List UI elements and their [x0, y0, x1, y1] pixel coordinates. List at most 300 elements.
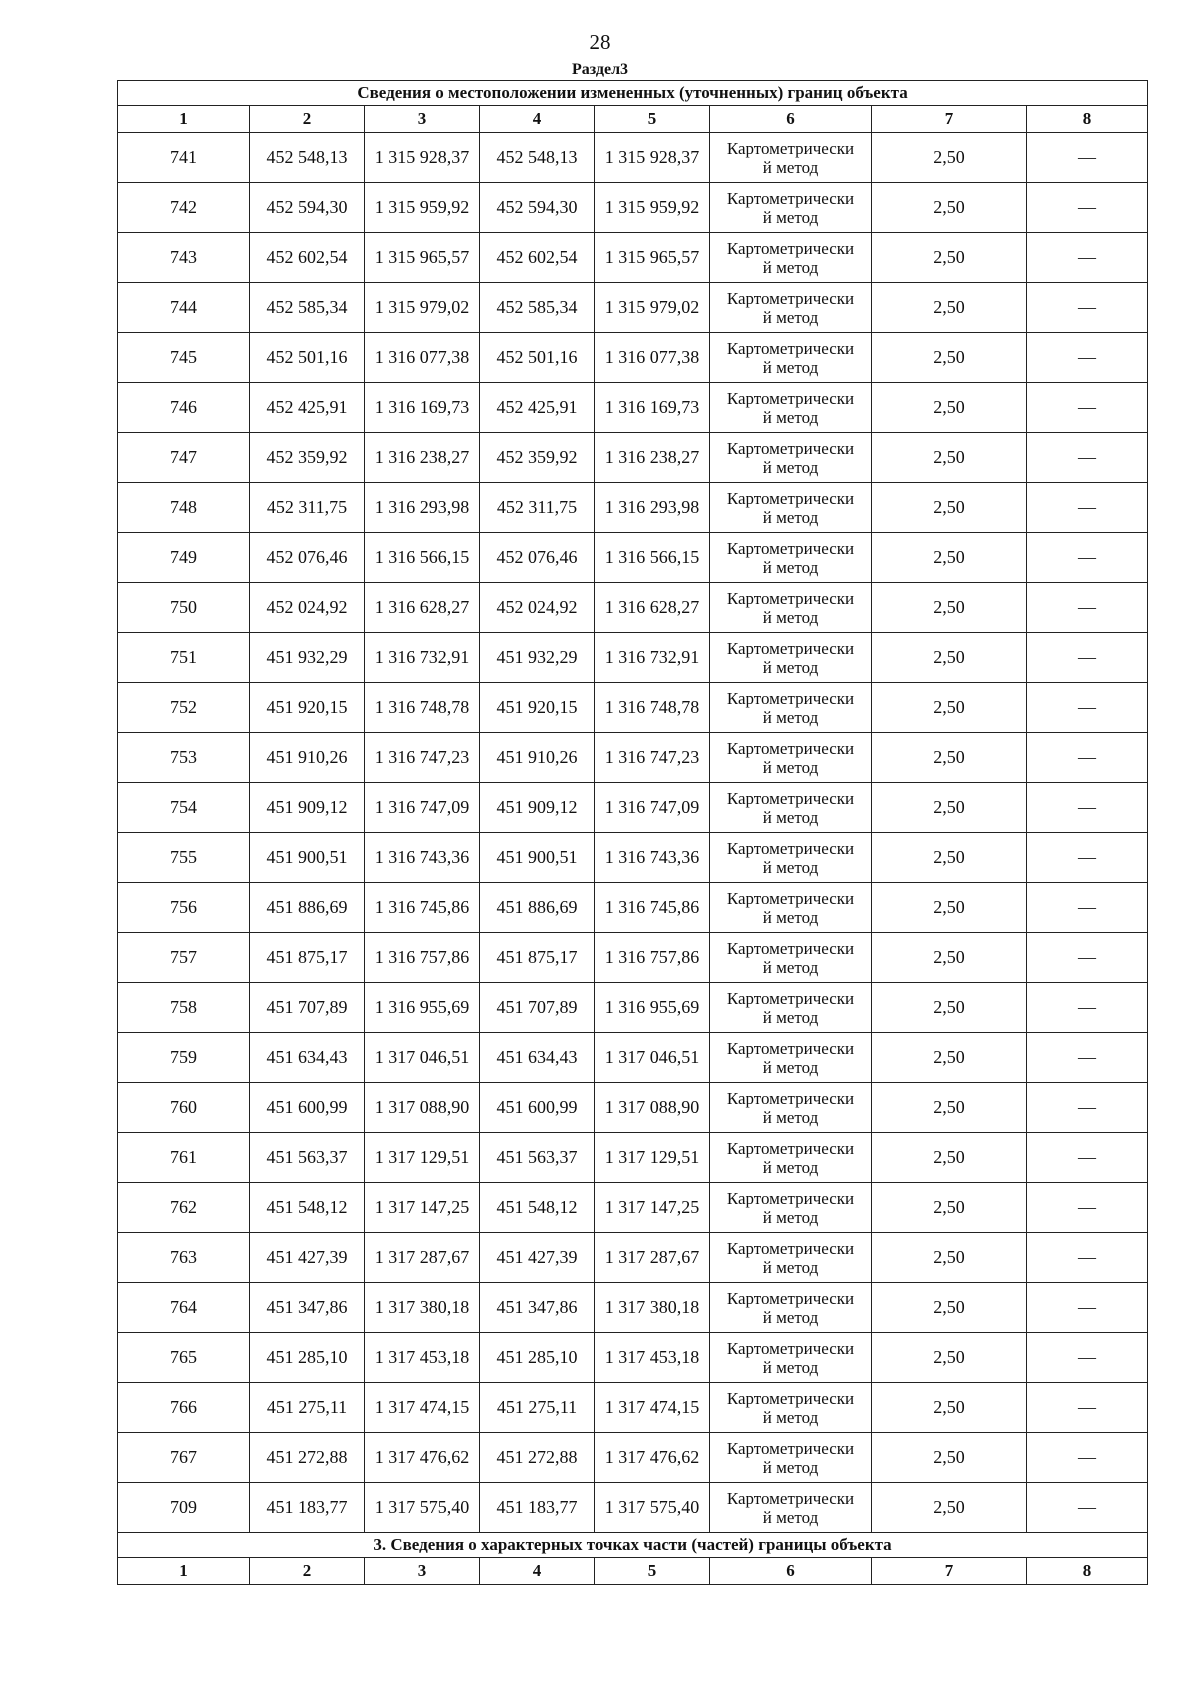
subsection-column-number-row: [118, 1558, 1148, 1585]
column-number: 1: [118, 106, 250, 133]
method: [710, 333, 872, 383]
method-line-1: Картометрически: [726, 588, 855, 608]
method-line-1: Картометрически: [726, 738, 855, 758]
x-coordinate-new: 452 076,46: [480, 533, 595, 583]
method-line-2: й метод: [762, 707, 819, 727]
y-coordinate: 1 316 747,23: [365, 733, 480, 783]
method-line-2: й метод: [762, 1157, 819, 1177]
y-coordinate-new: 1 315 979,02: [595, 283, 710, 333]
method: [710, 783, 872, 833]
x-coordinate: 451 548,12: [250, 1183, 365, 1233]
method: [710, 1483, 872, 1533]
accuracy: 2,50: [872, 1183, 1027, 1233]
x-coordinate: 451 563,37: [250, 1133, 365, 1183]
method: [710, 583, 872, 633]
table-row: [118, 433, 1148, 483]
point-number: 765: [118, 1333, 250, 1383]
y-coordinate: 1 316 747,09: [365, 783, 480, 833]
method: [710, 983, 872, 1033]
method-line-2: й метод: [762, 257, 819, 277]
table-row: [118, 633, 1148, 683]
point-number: 743: [118, 233, 250, 283]
x-coordinate-new: 452 594,30: [480, 183, 595, 233]
note: —: [1027, 483, 1148, 533]
column-number: 3: [365, 1558, 480, 1585]
method-line-2: й метод: [762, 1307, 819, 1327]
table-row: [118, 933, 1148, 983]
x-coordinate: 452 594,30: [250, 183, 365, 233]
x-coordinate-new: 452 425,91: [480, 383, 595, 433]
method-line-1: Картометрически: [726, 1338, 855, 1358]
y-coordinate: 1 317 575,40: [365, 1483, 480, 1533]
x-coordinate-new: 452 311,75: [480, 483, 595, 533]
method-line-2: й метод: [762, 1457, 819, 1477]
method-line-2: й метод: [762, 1207, 819, 1227]
x-coordinate: 451 909,12: [250, 783, 365, 833]
method: [710, 283, 872, 333]
y-coordinate-new: 1 315 928,37: [595, 133, 710, 183]
method-line-1: Картометрически: [726, 1438, 855, 1458]
method: [710, 1133, 872, 1183]
note: —: [1027, 633, 1148, 683]
accuracy: 2,50: [872, 583, 1027, 633]
method: [710, 233, 872, 283]
table-row: [118, 1383, 1148, 1433]
x-coordinate: 452 076,46: [250, 533, 365, 583]
y-coordinate-new: 1 316 077,38: [595, 333, 710, 383]
method-line-1: Картометрически: [726, 988, 855, 1008]
accuracy: 2,50: [872, 1333, 1027, 1383]
column-number: 6: [710, 106, 872, 133]
point-number: 709: [118, 1483, 250, 1533]
note: —: [1027, 783, 1148, 833]
column-number: 1: [118, 1558, 250, 1585]
method: [710, 1333, 872, 1383]
method: [710, 1233, 872, 1283]
x-coordinate-new: 451 875,17: [480, 933, 595, 983]
method: [710, 483, 872, 533]
method-line-2: й метод: [762, 757, 819, 777]
y-coordinate-new: 1 316 747,23: [595, 733, 710, 783]
method: [710, 383, 872, 433]
method-line-1: Картометрически: [726, 488, 855, 508]
x-coordinate-new: 452 501,16: [480, 333, 595, 383]
y-coordinate-new: 1 316 293,98: [595, 483, 710, 533]
y-coordinate-new: 1 317 453,18: [595, 1333, 710, 1383]
y-coordinate: 1 315 928,37: [365, 133, 480, 183]
note: —: [1027, 183, 1148, 233]
method: [710, 133, 872, 183]
point-number: 767: [118, 1433, 250, 1483]
method-line-1: Картометрически: [726, 1138, 855, 1158]
method: [710, 683, 872, 733]
subsection-caption: 3. Сведения о характерных точках части (частей) границы объекта: [118, 1533, 1148, 1558]
column-number: 8: [1027, 106, 1148, 133]
method-line-1: Картометрически: [726, 1288, 855, 1308]
y-coordinate: 1 316 748,78: [365, 683, 480, 733]
point-number: 742: [118, 183, 250, 233]
x-coordinate: 451 920,15: [250, 683, 365, 733]
table-row: [118, 783, 1148, 833]
accuracy: 2,50: [872, 1283, 1027, 1333]
method-line-2: й метод: [762, 507, 819, 527]
table-row: [118, 983, 1148, 1033]
accuracy: 2,50: [872, 633, 1027, 683]
accuracy: 2,50: [872, 283, 1027, 333]
x-coordinate: 452 602,54: [250, 233, 365, 283]
x-coordinate: 451 600,99: [250, 1083, 365, 1133]
table-row: [118, 1183, 1148, 1233]
point-number: 751: [118, 633, 250, 683]
accuracy: 2,50: [872, 483, 1027, 533]
y-coordinate: 1 317 147,25: [365, 1183, 480, 1233]
column-number: 6: [710, 1558, 872, 1585]
note: —: [1027, 1483, 1148, 1533]
column-number: 4: [480, 1558, 595, 1585]
x-coordinate: 451 900,51: [250, 833, 365, 883]
table-caption-row: [118, 81, 1148, 106]
x-coordinate: 451 886,69: [250, 883, 365, 933]
method-line-2: й метод: [762, 207, 819, 227]
table-row: [118, 283, 1148, 333]
method: [710, 883, 872, 933]
accuracy: 2,50: [872, 1033, 1027, 1083]
note: —: [1027, 983, 1148, 1033]
point-number: 744: [118, 283, 250, 333]
accuracy: 2,50: [872, 1233, 1027, 1283]
point-number: 753: [118, 733, 250, 783]
y-coordinate-new: 1 316 732,91: [595, 633, 710, 683]
method: [710, 1433, 872, 1483]
note: —: [1027, 833, 1148, 883]
x-coordinate: 452 585,34: [250, 283, 365, 333]
column-number: 2: [250, 1558, 365, 1585]
y-coordinate-new: 1 317 287,67: [595, 1233, 710, 1283]
method: [710, 1033, 872, 1083]
x-coordinate-new: 452 548,13: [480, 133, 595, 183]
y-coordinate: 1 316 732,91: [365, 633, 480, 683]
method: [710, 933, 872, 983]
x-coordinate: 451 285,10: [250, 1333, 365, 1383]
note: —: [1027, 333, 1148, 383]
method: [710, 833, 872, 883]
y-coordinate-new: 1 316 955,69: [595, 983, 710, 1033]
x-coordinate-new: 451 285,10: [480, 1333, 595, 1383]
method-line-2: й метод: [762, 957, 819, 977]
method: [710, 1283, 872, 1333]
accuracy: 2,50: [872, 1433, 1027, 1483]
column-number: 5: [595, 1558, 710, 1585]
method-line-1: Картометрически: [726, 688, 855, 708]
table-caption: Сведения о местоположении измененных (уточненных) границ объекта: [118, 81, 1148, 106]
method-line-1: Картометрически: [726, 1238, 855, 1258]
note: —: [1027, 1233, 1148, 1283]
table-row: [118, 1433, 1148, 1483]
y-coordinate-new: 1 316 748,78: [595, 683, 710, 733]
point-number: 758: [118, 983, 250, 1033]
note: —: [1027, 133, 1148, 183]
y-coordinate: 1 317 129,51: [365, 1133, 480, 1183]
method-line-2: й метод: [762, 1507, 819, 1527]
note: —: [1027, 733, 1148, 783]
method-line-2: й метод: [762, 457, 819, 477]
y-coordinate-new: 1 316 743,36: [595, 833, 710, 883]
y-coordinate-new: 1 317 129,51: [595, 1133, 710, 1183]
x-coordinate-new: 451 707,89: [480, 983, 595, 1033]
method: [710, 1083, 872, 1133]
x-coordinate: 451 275,11: [250, 1383, 365, 1433]
table-row: [118, 333, 1148, 383]
y-coordinate-new: 1 317 476,62: [595, 1433, 710, 1483]
note: —: [1027, 883, 1148, 933]
point-number: 756: [118, 883, 250, 933]
table-row: [118, 133, 1148, 183]
method-line-1: Картометрически: [726, 888, 855, 908]
y-coordinate-new: 1 317 474,15: [595, 1383, 710, 1433]
table-row: [118, 1283, 1148, 1333]
y-coordinate-new: 1 315 965,57: [595, 233, 710, 283]
x-coordinate-new: 451 910,26: [480, 733, 595, 783]
x-coordinate: 451 932,29: [250, 633, 365, 683]
column-number: 5: [595, 106, 710, 133]
accuracy: 2,50: [872, 1083, 1027, 1133]
accuracy: 2,50: [872, 783, 1027, 833]
y-coordinate: 1 317 476,62: [365, 1433, 480, 1483]
x-coordinate: 451 427,39: [250, 1233, 365, 1283]
accuracy: 2,50: [872, 133, 1027, 183]
point-number: 746: [118, 383, 250, 433]
point-number: 766: [118, 1383, 250, 1433]
y-coordinate: 1 317 474,15: [365, 1383, 480, 1433]
x-coordinate: 451 875,17: [250, 933, 365, 983]
method-line-1: Картометрически: [726, 138, 855, 158]
point-number: 741: [118, 133, 250, 183]
method-line-1: Картометрически: [726, 938, 855, 958]
y-coordinate: 1 316 293,98: [365, 483, 480, 533]
method: [710, 633, 872, 683]
x-coordinate: 451 183,77: [250, 1483, 365, 1533]
y-coordinate: 1 315 965,57: [365, 233, 480, 283]
x-coordinate: 452 311,75: [250, 483, 365, 533]
table-row: [118, 883, 1148, 933]
accuracy: 2,50: [872, 533, 1027, 583]
method-line-1: Картометрически: [726, 1488, 855, 1508]
note: —: [1027, 1033, 1148, 1083]
method-line-1: Картометрически: [726, 1088, 855, 1108]
subsection-caption-row: [118, 1533, 1148, 1558]
y-coordinate: 1 317 453,18: [365, 1333, 480, 1383]
y-coordinate-new: 1 317 380,18: [595, 1283, 710, 1333]
x-coordinate-new: 451 548,12: [480, 1183, 595, 1233]
accuracy: 2,50: [872, 1483, 1027, 1533]
y-coordinate: 1 315 959,92: [365, 183, 480, 233]
method-line-2: й метод: [762, 1107, 819, 1127]
method-line-1: Картометрически: [726, 338, 855, 358]
table-row: [118, 833, 1148, 883]
point-number: 747: [118, 433, 250, 483]
table-row: [118, 583, 1148, 633]
method-line-2: й метод: [762, 157, 819, 177]
point-number: 761: [118, 1133, 250, 1183]
method-line-1: Картометрически: [726, 788, 855, 808]
x-coordinate-new: 451 427,39: [480, 1233, 595, 1283]
table-row: [118, 1083, 1148, 1133]
method-line-2: й метод: [762, 657, 819, 677]
y-coordinate: 1 316 955,69: [365, 983, 480, 1033]
column-number: 8: [1027, 1558, 1148, 1585]
method-line-2: й метод: [762, 907, 819, 927]
method-line-1: Картометрически: [726, 1188, 855, 1208]
x-coordinate-new: 451 275,11: [480, 1383, 595, 1433]
method-line-2: й метод: [762, 1007, 819, 1027]
y-coordinate: 1 316 628,27: [365, 583, 480, 633]
x-coordinate-new: 451 932,29: [480, 633, 595, 683]
y-coordinate-new: 1 317 575,40: [595, 1483, 710, 1533]
x-coordinate-new: 451 563,37: [480, 1133, 595, 1183]
accuracy: 2,50: [872, 183, 1027, 233]
y-coordinate-new: 1 316 747,09: [595, 783, 710, 833]
column-number: 3: [365, 106, 480, 133]
method: [710, 433, 872, 483]
y-coordinate: 1 315 979,02: [365, 283, 480, 333]
point-number: 755: [118, 833, 250, 883]
table-row: [118, 183, 1148, 233]
column-number-row: [118, 106, 1148, 133]
x-coordinate-new: 452 602,54: [480, 233, 595, 283]
point-number: 748: [118, 483, 250, 533]
table-row: [118, 1133, 1148, 1183]
x-coordinate: 452 024,92: [250, 583, 365, 633]
section-title: Раздел3: [571, 61, 629, 78]
table-row: [118, 733, 1148, 783]
accuracy: 2,50: [872, 233, 1027, 283]
x-coordinate: 452 548,13: [250, 133, 365, 183]
y-coordinate-new: 1 316 169,73: [595, 383, 710, 433]
method: [710, 1183, 872, 1233]
method-line-1: Картометрически: [726, 188, 855, 208]
method-line-2: й метод: [762, 1407, 819, 1427]
table-row: [118, 233, 1148, 283]
page-number: 28: [589, 30, 611, 54]
accuracy: 2,50: [872, 383, 1027, 433]
table-row: [118, 1233, 1148, 1283]
accuracy: 2,50: [872, 983, 1027, 1033]
accuracy: 2,50: [872, 683, 1027, 733]
x-coordinate-new: 451 909,12: [480, 783, 595, 833]
y-coordinate: 1 317 046,51: [365, 1033, 480, 1083]
y-coordinate-new: 1 315 959,92: [595, 183, 710, 233]
y-coordinate-new: 1 317 088,90: [595, 1083, 710, 1133]
x-coordinate: 451 347,86: [250, 1283, 365, 1333]
point-number: 745: [118, 333, 250, 383]
x-coordinate-new: 451 183,77: [480, 1483, 595, 1533]
note: —: [1027, 1083, 1148, 1133]
accuracy: 2,50: [872, 833, 1027, 883]
x-coordinate: 451 707,89: [250, 983, 365, 1033]
point-number: 757: [118, 933, 250, 983]
method-line-2: й метод: [762, 607, 819, 627]
method: [710, 183, 872, 233]
x-coordinate-new: 451 920,15: [480, 683, 595, 733]
accuracy: 2,50: [872, 433, 1027, 483]
method: [710, 1383, 872, 1433]
method-line-1: Картометрически: [726, 638, 855, 658]
y-coordinate: 1 316 566,15: [365, 533, 480, 583]
table-row: [118, 1333, 1148, 1383]
accuracy: 2,50: [872, 883, 1027, 933]
y-coordinate-new: 1 317 147,25: [595, 1183, 710, 1233]
note: —: [1027, 683, 1148, 733]
x-coordinate: 452 425,91: [250, 383, 365, 433]
x-coordinate-new: 451 272,88: [480, 1433, 595, 1483]
method-line-2: й метод: [762, 1057, 819, 1077]
x-coordinate-new: 451 900,51: [480, 833, 595, 883]
point-number: 759: [118, 1033, 250, 1083]
x-coordinate: 452 359,92: [250, 433, 365, 483]
point-number: 754: [118, 783, 250, 833]
table-row: [118, 1033, 1148, 1083]
note: —: [1027, 283, 1148, 333]
y-coordinate-new: 1 317 046,51: [595, 1033, 710, 1083]
y-coordinate: 1 317 287,67: [365, 1233, 480, 1283]
y-coordinate: 1 316 743,36: [365, 833, 480, 883]
y-coordinate-new: 1 316 757,86: [595, 933, 710, 983]
point-number: 760: [118, 1083, 250, 1133]
table-row: [118, 383, 1148, 433]
note: —: [1027, 1383, 1148, 1433]
point-number: 763: [118, 1233, 250, 1283]
note: —: [1027, 1333, 1148, 1383]
y-coordinate-new: 1 316 238,27: [595, 433, 710, 483]
y-coordinate: 1 316 757,86: [365, 933, 480, 983]
column-number: 7: [872, 106, 1027, 133]
y-coordinate: 1 317 088,90: [365, 1083, 480, 1133]
point-number: 750: [118, 583, 250, 633]
x-coordinate-new: 451 347,86: [480, 1283, 595, 1333]
method-line-1: Картометрически: [726, 388, 855, 408]
y-coordinate-new: 1 316 566,15: [595, 533, 710, 583]
note: —: [1027, 433, 1148, 483]
accuracy: 2,50: [872, 1383, 1027, 1433]
accuracy: 2,50: [872, 1133, 1027, 1183]
method-line-1: Картометрически: [726, 538, 855, 558]
note: —: [1027, 1183, 1148, 1233]
point-number: 749: [118, 533, 250, 583]
note: —: [1027, 933, 1148, 983]
x-coordinate-new: 452 359,92: [480, 433, 595, 483]
table-row: [118, 483, 1148, 533]
y-coordinate: 1 316 169,73: [365, 383, 480, 433]
method-line-1: Картометрически: [726, 238, 855, 258]
point-number: 752: [118, 683, 250, 733]
y-coordinate-new: 1 316 628,27: [595, 583, 710, 633]
note: —: [1027, 1133, 1148, 1183]
note: —: [1027, 1283, 1148, 1333]
table-body: [118, 81, 1148, 1585]
note: —: [1027, 233, 1148, 283]
note: —: [1027, 383, 1148, 433]
y-coordinate-new: 1 316 745,86: [595, 883, 710, 933]
table-row: [118, 683, 1148, 733]
point-number: 762: [118, 1183, 250, 1233]
note: —: [1027, 1433, 1148, 1483]
method-line-1: Картометрически: [726, 288, 855, 308]
method: [710, 533, 872, 583]
x-coordinate-new: 451 634,43: [480, 1033, 595, 1083]
accuracy: 2,50: [872, 933, 1027, 983]
point-number: 764: [118, 1283, 250, 1333]
method-line-2: й метод: [762, 1357, 819, 1377]
